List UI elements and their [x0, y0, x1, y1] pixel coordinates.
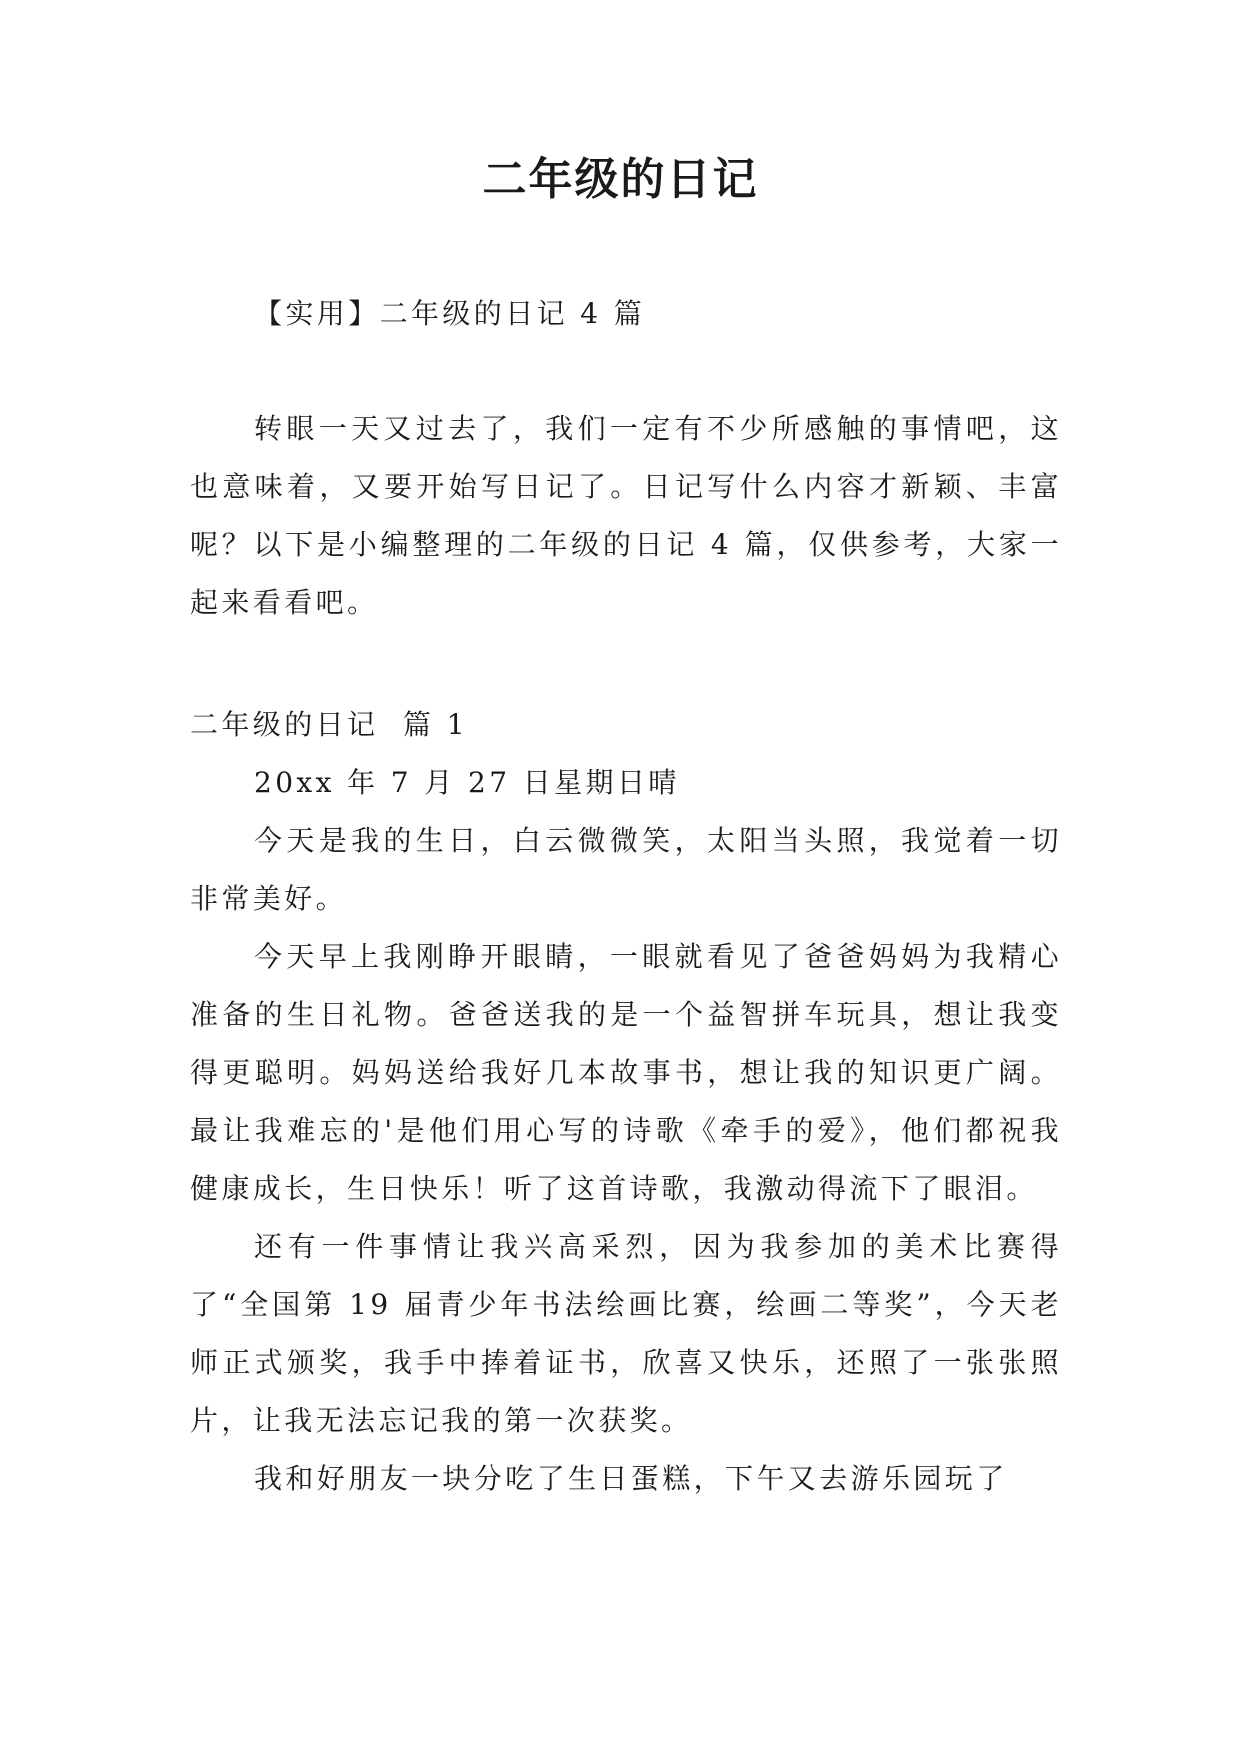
diary-paragraph: 我和好朋友一块分吃了生日蛋糕，下午又去游乐园玩了	[254, 1462, 1008, 1495]
diary-paragraph: 今天是我的生日，白云微微笑，太阳当头照，我觉着一切非常美好。	[190, 824, 1062, 915]
intro-paragraph: 转眼一天又过去了，我们一定有不少所感触的事情吧，这也意味着，又要开始写日记了。日记写什么内容才新颖、丰富呢？以下是小编整理的二年级的日记 4 篇，仅供参考，大家一起来看看吧。	[190, 412, 1062, 619]
document-subtitle-block	[190, 285, 1062, 343]
diary-paragraph: 今天早上我刚睁开眼睛，一眼就看见了爸爸妈妈为我精心准备的生日礼物。爸爸送我的是一个益智拼车玩具，想让我变得更聪明。妈妈送给我好几本故事书，想让我的知识更广阔。最让我难忘的'是他们用心写的诗歌《牵手的爱》，他们都祝我健康成长，生日快乐！听了这首诗歌，我激动得流下了眼泪。	[190, 940, 1062, 1205]
document-subtitle: 【实用】二年级的日记 4 篇	[254, 297, 646, 330]
section-heading: 二年级的日记 篇 1	[190, 708, 468, 741]
diary-date-line: 20xx 年 7 月 27 日星期日晴	[254, 766, 680, 799]
diary-section-1	[190, 696, 1062, 1508]
diary-paragraph: 还有一件事情让我兴高采烈，因为我参加的美术比赛得了“全国第 19 届青少年书法绘画比赛，绘画二等奖”，今天老师正式颁奖，我手中捧着证书，欣喜又快乐，还照了一张张照片，让我无法忘记我的第一次获奖。	[190, 1230, 1062, 1437]
intro-block	[190, 400, 1062, 632]
document-title: 二年级的日记	[482, 154, 759, 205]
